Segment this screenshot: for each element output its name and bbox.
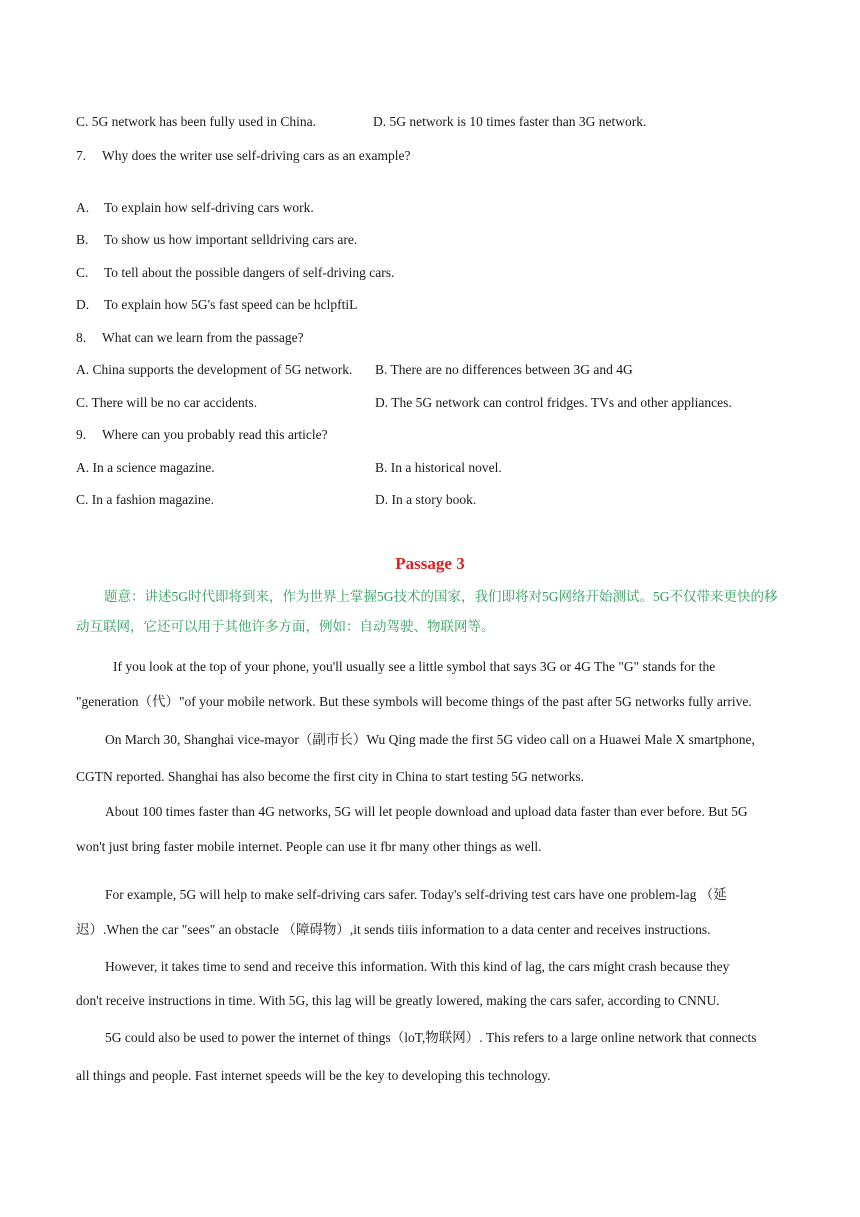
q7-question	[76, 147, 411, 165]
paragraph-2-line-1: On March 30, Shanghai vice-mayor（副市长）Wu Qing made the first 5G video call on a Huawei Male X smartphone,	[105, 732, 755, 747]
q8-question	[76, 329, 304, 347]
paragraph-5-line-2: don't receive instructions in time. With 5G, this lag will be greatly lowered, making the cars safer, according to CNNU.	[76, 993, 720, 1008]
q7-option-d	[76, 296, 357, 314]
paragraph-5-line-1: However, it takes time to send and receive this information. With this kind of lag, the cars might crash because they	[105, 959, 730, 974]
q8-option-a: A. China supports the development of 5G network.	[76, 362, 353, 377]
q9-option-c: C. In a fashion magazine.	[76, 492, 214, 507]
q8-option-d: D. The 5G network can control fridges. TVs and other appliances.	[375, 395, 732, 410]
paragraph-1-line-1: If you look at the top of your phone, you'll usually see a little symbol that says 3G or 4G The "G" stands for the	[113, 659, 716, 674]
option-letter: C.	[76, 265, 89, 280]
option-letter: A.	[76, 200, 90, 215]
q8-option-b: B. There are no differences between 3G and 4G	[375, 362, 633, 377]
paragraph-6-line-2: all things and people. Fast internet speeds will be the key to developing this technology.	[76, 1068, 551, 1083]
paragraph-1-line-2: "generation（代）"of your mobile network. But these symbols will become things of the past after 5G networks fully arrive.	[76, 694, 752, 709]
q9-question	[76, 426, 328, 444]
q6-option-d: D. 5G network is 10 times faster than 3G network.	[373, 114, 647, 129]
q8-text: What can we learn from the passage?	[102, 330, 304, 345]
passage-summary: 题意：讲述5G时代即将到来，作为世界上掌握5G技术的国家，我们即将对5G网络开始测试。5G不仅带来更快的移动互联网，它还可以用于其他许多方面，例如：自动驾驶、物联网等。	[76, 589, 778, 634]
q9-number: 9.	[76, 427, 87, 442]
paragraph-3-line-2: won't just bring faster mobile internet. People can use it fbr many other things as well.	[76, 839, 542, 854]
q9-option-b: B. In a historical novel.	[375, 460, 502, 475]
paragraph-2-line-2: CGTN reported. Shanghai has also become the first city in China to start testing 5G networks.	[76, 769, 585, 784]
q7-option-c	[76, 264, 394, 282]
q7-number: 7.	[76, 148, 87, 163]
paragraph-4-line-1: For example, 5G will help to make self-driving cars safer. Today's self-driving test cars have one problem-lag （延	[105, 887, 727, 902]
q7-option-a	[76, 199, 314, 217]
q7-option-b	[76, 231, 357, 249]
option-text: To explain how self-driving cars work.	[104, 200, 314, 215]
option-text: To explain how 5G's fast speed can be hclpftiL	[104, 297, 358, 312]
q9-text: Where can you probably read this article?	[102, 427, 328, 442]
paragraph-4-line-2: 迟）.When the car "sees" an obstacle （障碍物）,it sends tiiis information to a data center and receives instructions.	[76, 922, 711, 937]
option-text: To tell about the possible dangers of self-driving cars.	[104, 265, 395, 280]
q6-option-c: C. 5G network has been fully used in China.	[76, 114, 316, 129]
q7-text: Why does the writer use self-driving cars as an example?	[102, 148, 411, 163]
option-letter: D.	[76, 297, 90, 312]
q9-option-d: D. In a story book.	[375, 492, 477, 507]
q8-number: 8.	[76, 330, 87, 345]
option-text: To show us how important selldriving cars are.	[104, 232, 358, 247]
option-letter: B.	[76, 232, 89, 247]
passage-title: Passage 3	[395, 554, 465, 573]
q9-option-a: A. In a science magazine.	[76, 460, 215, 475]
paragraph-3-line-1: About 100 times faster than 4G networks, 5G will let people download and upload data faster than ever before. But 5G	[105, 804, 748, 819]
paragraph-6-line-1: 5G could also be used to power the internet of things（loT,物联网）. This refers to a large online network that connects	[105, 1030, 757, 1045]
q8-option-c: C. There will be no car accidents.	[76, 395, 258, 410]
